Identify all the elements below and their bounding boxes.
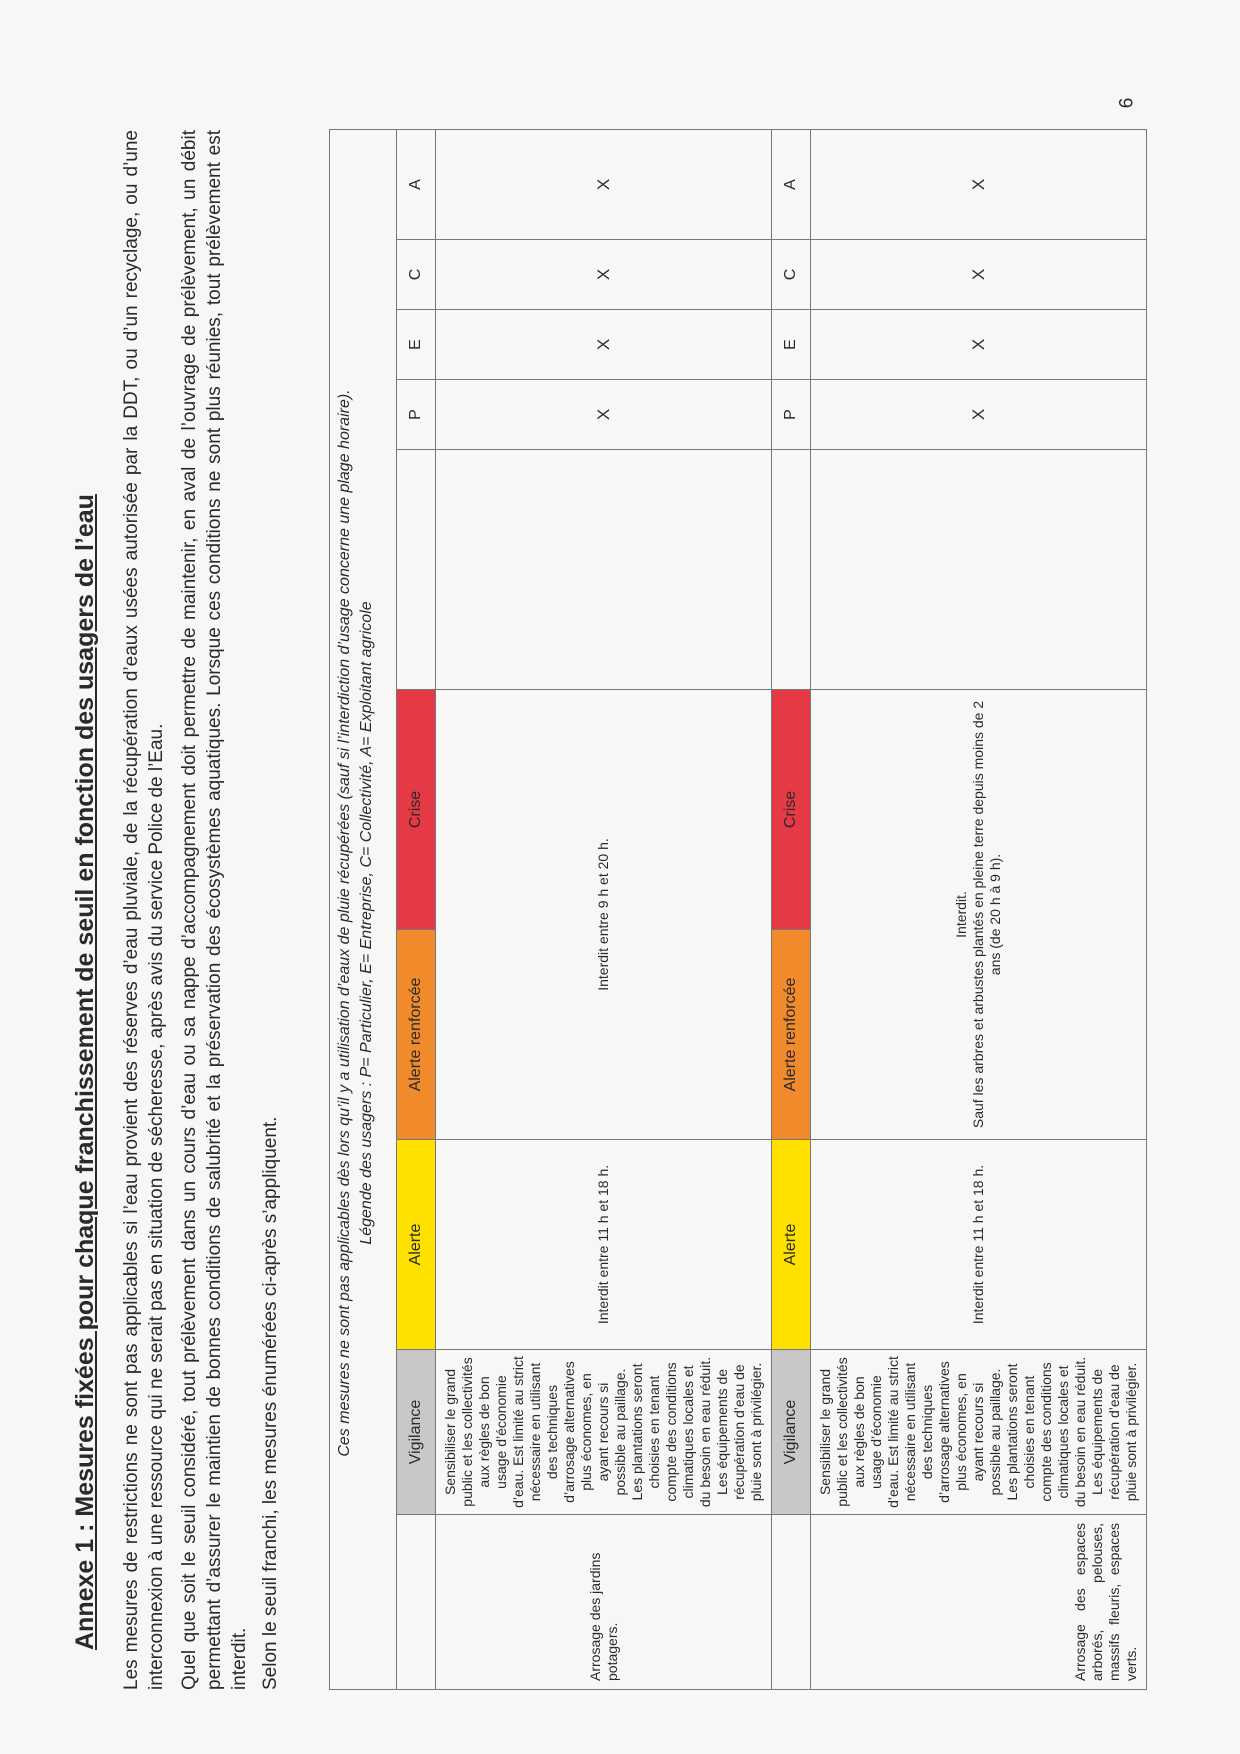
- paragraph-threshold: Selon le seuil franchi, les mesures énumérées ci-après s’appliquent.: [260, 1116, 281, 1690]
- header-crise: Crise: [397, 690, 436, 930]
- header-user-c: C: [397, 240, 436, 310]
- header-user-e: E: [397, 310, 436, 380]
- header-empty-cell: [772, 1515, 811, 1690]
- usage-cell: Arrosage des jardins potagers.: [436, 1515, 772, 1690]
- spacer-cell: [811, 450, 1147, 690]
- table-row: [811, 129, 1147, 1689]
- page-title: Annexe 1 : Mesures fixées pour chaque franchissement de seuil en fonction des usagers de l’eau: [71, 494, 99, 1650]
- usage-cell: Arrosage des espaces arborés, pelouses, massifs fleuris, espaces verts.: [811, 1515, 1147, 1690]
- mark-a: X: [436, 129, 772, 239]
- header-user-a: A: [397, 129, 436, 239]
- header-user-e: E: [772, 310, 811, 380]
- rotated-content: [45, 70, 1195, 1690]
- mark-e: X: [811, 310, 1147, 380]
- mark-p: X: [811, 380, 1147, 450]
- paragraph-exemptions: Les mesures de restrictions ne sont pas applicables si l’eau provient des réserves d’eau pluviale, de la récupération d’eaux usées autorisée par la DDT, ou d’un recyclage, ou d’une interconnexion à une ressource qui ne serait pas en situation de sécheresse, après avis du service Police de l’Eau.: [121, 130, 167, 1690]
- header-alerte: Alerte: [397, 1140, 436, 1350]
- header-alerte-renforcee: Alerte renforcée: [397, 930, 436, 1140]
- alerte-cell: Interdit entre 11 h et 18 h.: [436, 1140, 772, 1350]
- header-user-a: A: [772, 129, 811, 239]
- mark-c: X: [436, 240, 772, 310]
- measures-table: [329, 129, 1147, 1690]
- mark-p: X: [436, 380, 772, 450]
- vigilance-cell: Sensibiliser le grand public et les collectivités aux règles de bon usage d’économie d’eau. Est limité au strict nécessaire en utilisant des techniques d’arrosage alternatives plus économes, en ayant recours si possible au paillage. Les plantations seront choisies en tenant compte des conditions climatiques locales et du besoin en eau réduit. Les équipements de récupération d’eau de pluie sont à privilégier.: [436, 1350, 772, 1515]
- renforcee-crise-cell: Interdit entre 9 h et 20 h.: [436, 690, 772, 1140]
- alerte-cell: Interdit entre 11 h et 18 h.: [811, 1140, 1147, 1350]
- mark-a: X: [811, 129, 1147, 239]
- page-number: 6: [1116, 97, 1138, 109]
- table-header-row: [772, 129, 811, 1689]
- renforcee-crise-line2: Sauf les arbres et arbustes plantés en pleine terre depuis moins de 2 ans (de 20 h à 9 h).: [970, 700, 1003, 1129]
- header-vigilance: Vigilance: [397, 1350, 436, 1515]
- mark-e: X: [436, 310, 772, 380]
- table-caption-legend: Légende des usagers : P= Particulier, E= Entreprise, C= Collectivité, A= Exploitant agricole: [358, 601, 375, 1245]
- header-spacer: [772, 450, 811, 690]
- vigilance-cell: Sensibiliser le grand public et les collectivités aux règles de bon usage d’économie d’eau. Est limité au strict nécessaire en utilisant des techniques d’arrosage alternatives plus économes, en ayant recours si possible au paillage. Les plantations seront choisies en tenant compte des conditions climatiques locales et du besoin en eau réduit. Les équipements de récupération d’eau de pluie sont à privilégier.: [811, 1350, 1147, 1515]
- header-empty-cell: [397, 1515, 436, 1690]
- spacer-cell: [436, 450, 772, 690]
- renforcee-crise-line1: Interdit.: [953, 891, 969, 938]
- table-header-row: [397, 129, 436, 1689]
- table-row: [436, 129, 772, 1689]
- header-spacer: [397, 450, 436, 690]
- renforcee-crise-cell: [811, 690, 1147, 1140]
- mark-c: X: [811, 240, 1147, 310]
- table-caption-usage: Ces mesures ne sont pas applicables dès lors qu’il y a utilisation d’eaux de pluie récupérées (sauf si l’interdiction d’usage concerne une plage horaire).: [336, 389, 353, 1457]
- header-user-p: P: [397, 380, 436, 450]
- header-alerte-renforcee: Alerte renforcée: [772, 930, 811, 1140]
- header-crise: Crise: [772, 690, 811, 930]
- paragraph-minimum-flow: Quel que soit le seuil considéré, tout prélèvement dans un cours d’eau ou sa nappe d’accompagnement doit permettre de maintenir, en aval de l’ouvrage de prélèvement, un débit permettant d’assurer le maintien de bonnes conditions de salubrité et la préservation des écosystèmes aquatiques. Lorsque ces conditions ne sont plus réunies, tout prélèvement est interdit.: [179, 130, 250, 1690]
- header-vigilance: Vigilance: [772, 1350, 811, 1515]
- header-user-p: P: [772, 380, 811, 450]
- caption-row: [330, 129, 397, 1689]
- header-user-c: C: [772, 240, 811, 310]
- header-alerte: Alerte: [772, 1140, 811, 1350]
